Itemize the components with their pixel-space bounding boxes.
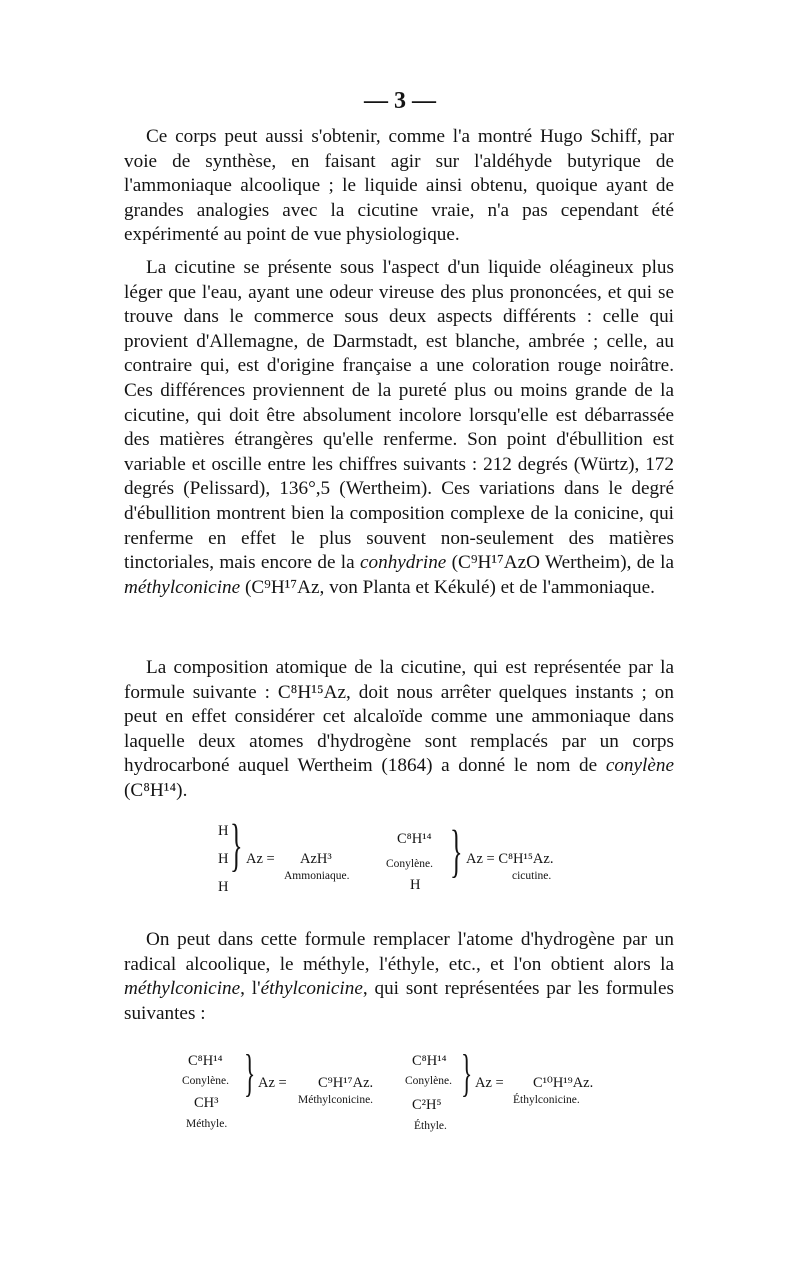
formula2-az-eq-a: Az =	[258, 1075, 287, 1091]
paragraph-2-text-e: (C⁹H¹⁷Az, von Planta et Kékulé) et de l'ammoniaque.	[240, 576, 655, 598]
formula2-brace-a: }	[244, 1045, 256, 1102]
formula2-c8h14-a: C⁸H¹⁴	[188, 1053, 223, 1069]
paragraph-3-text-c: (C⁸H¹⁴).	[124, 779, 188, 801]
term-conhydrine: conhydrine	[359, 552, 447, 574]
formula1-ammoniaque: Ammoniaque.	[284, 870, 350, 882]
formula2-c9h17az: C⁹H¹⁷Az.	[318, 1075, 374, 1091]
formula1-h-low: H	[410, 877, 421, 893]
formula1-h3: H	[218, 879, 229, 895]
formula1-h2: H	[218, 851, 229, 867]
formula2-methylconicine: Méthylconicine.	[298, 1094, 374, 1106]
term-ethylconicine: éthylconicine	[260, 978, 363, 1000]
paragraph-2	[124, 256, 674, 600]
paragraph-2-text-a: La cicutine se présente sous l'aspect d'un liquide oléagineux plus léger que l'eau, ayant une odeur vireuse des plus prononcées, et qui se trouve dans le commerce sous deux aspects différents : celle qui provient d'Allemagne, de Darmstadt, est blanche, ambrée ; celle, au contraire qui, est d'origine française a une coloration rouge noirâtre. Ces différences proviennent de la pureté plus ou moins grande de la cicutine, qui doit être absolument incolore lorsqu'elle est débarrassée des matières étrangères qu'elle renferme. Son point d'ébullition est variable et oscille entre les chiffres suivants : 212 degrés (Würtz), 172 degrés (Pelissard), 136°,5 (Wertheim). Ces variations dans le degré d'ébullition montrent bien la composition complexe de la conicine, qui renferme en effet le plus souvent non-seulement des matières tinctoriales, mais encore de la	[124, 257, 674, 574]
formula2-c2h5: C²H⁵	[412, 1097, 442, 1113]
formula2-methyle: Méthyle.	[186, 1118, 228, 1130]
formula2-ethylconicine: Éthylconicine.	[513, 1094, 580, 1106]
formula1-conylene: Conylène.	[386, 858, 433, 870]
formula1-h1: H	[218, 823, 229, 839]
formula2-az-eq-b: Az =	[475, 1075, 504, 1091]
formula2-ethyle: Éthyle.	[414, 1120, 447, 1132]
formula2-conylene-a: Conylène.	[182, 1075, 229, 1087]
paragraph-4-text-a: On peut dans cette formule remplacer l'atome d'hydrogène par un radical alcoolique, le méthyle, l'éthyle, etc., et l'on obtient alors la	[124, 929, 674, 975]
formula2-brace-b: }	[461, 1045, 473, 1102]
formula1-azh3: AzH³	[300, 851, 332, 867]
paragraph-1-text: Ce corps peut aussi s'obtenir, comme l'a montré Hugo Schiff, par voie de synthèse, en faisant agir sur l'aldéhyde butyrique de l'ammoniaque alcoolique ; le liquide ainsi obtenu, quoique ayant de grandes analogies avec la cicutine vraie, n'a pas cependant été expérimenté au point de vue physiologique.	[124, 126, 674, 246]
formula2-conylene-b: Conylène.	[405, 1075, 452, 1087]
paragraph-4	[124, 928, 674, 1026]
formula2-c10h19az: C¹⁰H¹⁹Az.	[533, 1075, 594, 1091]
paragraph-2-text-c: (C⁹H¹⁷AzO Wertheim), de la	[446, 552, 674, 574]
page-number: — 3 —	[364, 88, 436, 114]
formula1-brace-right: }	[450, 818, 463, 883]
formula1-cicutine: cicutine.	[512, 870, 552, 882]
paragraph-4-text-e: , qui sont représentées par les formules suivantes :	[124, 978, 674, 1024]
paragraph-4-text-c: , l'	[240, 978, 261, 1000]
paragraph-3-text-a: La composition atomique de la cicutine, qui est représentée par la formule suivante : C⁸H¹⁵Az, doit nous arrêter quelques instants ; on peut en effet considérer cet alcaloïde comme une ammoniaque dans laquelle deux atomes d'hydrogène sont remplacés par un corps hydrocarboné auquel Wertheim (1864) a donné le nom de	[124, 657, 674, 777]
term-conylene: conylène	[605, 755, 674, 777]
formula2-ch3: CH³	[194, 1095, 219, 1111]
formula1-c8h14: C⁸H¹⁴	[397, 831, 432, 847]
paragraph-3	[124, 656, 674, 804]
formula2-c8h14-b: C⁸H¹⁴	[412, 1053, 447, 1069]
term-methylconicine-2: méthylconicine	[124, 978, 241, 1000]
term-methylconicine: méthylconicine	[124, 576, 241, 598]
formula1-brace-left: }	[230, 812, 243, 877]
formula1-az-eq: Az =	[246, 851, 275, 867]
paragraph-1	[124, 125, 674, 248]
formula1-result: Az = C⁸H¹⁵Az.	[466, 851, 554, 867]
